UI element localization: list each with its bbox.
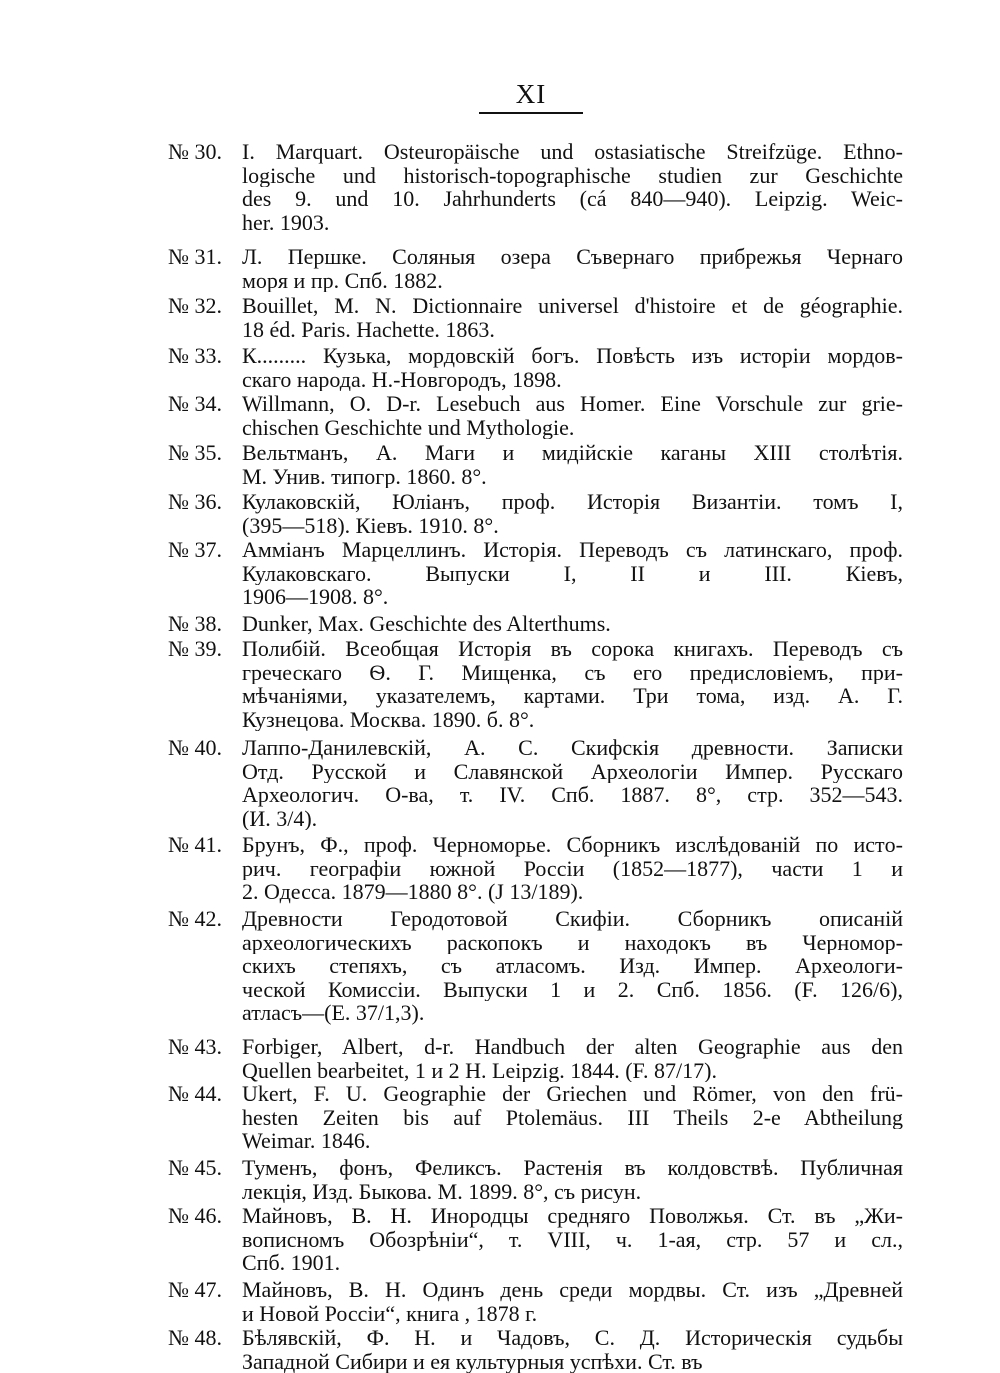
entry-number: № 40. xyxy=(168,735,222,760)
entry-line: 18 éd. Paris. Hachette. 1863. xyxy=(242,317,495,342)
entry-line: des 9. und 10. Jahrhunderts (cá 840—940). Leipzig. Weic- xyxy=(242,187,903,211)
entry-line: Отд. Русской и Славянской Археологіи Импер. Русскаго xyxy=(242,759,903,784)
entry-line: Weimar. 1846. xyxy=(242,1129,371,1153)
entry-number: № 37. xyxy=(168,537,222,562)
entry-text xyxy=(242,490,903,537)
entry-line: Willmann, O. D-r. Lesebuch aus Homer. Eine Vorschule zur grie- xyxy=(242,392,903,416)
entry-line: (И. 3/4). xyxy=(242,806,318,831)
entry-line: лекція, Изд. Быкова. М. 1899. 8°, съ рисун. xyxy=(242,1179,642,1204)
entry-line: Dunker, Max. Geschichte des Alterthums. xyxy=(242,612,611,636)
entry-line: ческой Комиссіи. Выпуски 1 и 2. Спб. 1856. (F. 126/6), xyxy=(242,977,903,1002)
entry-line: Спб. 1901. xyxy=(242,1251,341,1275)
entry-number: № 35. xyxy=(168,440,222,465)
entry-text xyxy=(242,1204,903,1275)
entry-line: Амміанъ Марцеллинъ. Исторія. Переводъ съ латинскаго, проф. xyxy=(242,538,903,562)
entry-line: I. Marquart. Osteuropäische und ostasiatische Streifzüge. Ethno- xyxy=(242,140,903,164)
entry-line: 1906—1908. 8°. xyxy=(242,585,389,609)
entry-line: археологическихъ раскопокъ и находокъ въ Черномор- xyxy=(242,930,903,955)
entry-line: М. Унив. типогр. 1860. 8°. xyxy=(242,464,487,489)
entry-text xyxy=(242,140,903,234)
entry-number: № 38. xyxy=(168,611,222,636)
entry-line: Майновъ, В. Н. Инородцы средняго Поволжья. Ст. въ „Жи- xyxy=(242,1204,903,1228)
entry-text xyxy=(242,637,903,731)
entry-text xyxy=(242,441,903,488)
entry-line: Вельтманъ, А. Маги и мидійскіе каганы XIII столѣтія. xyxy=(242,441,903,465)
entry-line: скаго народа. Н.-Новгородъ, 1898. xyxy=(242,367,562,392)
entry-number: № 43. xyxy=(168,1034,222,1059)
entry-line: Майновъ, В. Н. Одинъ день среди мордвы. Ст. изъ „Древней xyxy=(242,1278,903,1302)
page-number: XI xyxy=(515,79,547,109)
entry-line: Ukert, F. U. Geographie der Griechen und Römer, von den frü- xyxy=(242,1082,903,1106)
entry-number: № 44. xyxy=(168,1081,222,1106)
entry-line: Лаппо-Данилевскій, А. С. Скифскія древности. Записки xyxy=(242,736,903,760)
entry-line: Брунъ, Ф., проф. Черноморье. Сборникъ изслѣдованій по истo- xyxy=(242,833,903,857)
entry-text xyxy=(242,294,903,341)
entry-number: № 32. xyxy=(168,293,222,318)
entry-line: Западной Сибири и ея культурныя успѣхи. Ст. въ xyxy=(242,1349,703,1373)
entry-number: № 42. xyxy=(168,906,222,931)
entry-line: и Новой Россіи“, книга , 1878 г. xyxy=(242,1301,538,1326)
entry-text xyxy=(242,1035,903,1082)
entry-line: атласъ—(Е. 37/1,3). xyxy=(242,1001,425,1025)
entry-line: Бѣлявскій, Ф. Н. и Чадовъ, С. Д. Историческія судьбы xyxy=(242,1326,903,1350)
entry-line: Древности Геродотовой Скифіи. Сборникъ описаній xyxy=(242,907,903,931)
entry-text xyxy=(242,392,903,439)
entry-text xyxy=(242,344,903,391)
entry-number: № 31. xyxy=(168,244,222,269)
entry-line: chischen Geschichte und Mythologie. xyxy=(242,415,575,440)
entry-line: Кулаковскій, Юліанъ, проф. Исторія Византіи. томъ I, xyxy=(242,490,903,514)
entry-number: № 47. xyxy=(168,1277,222,1302)
entry-line: 2. Одесса. 1879—1880 8°. (J 13/189). xyxy=(242,880,584,904)
entry-text xyxy=(242,907,903,1025)
entry-line: Археологич. О-ва, т. IV. Спб. 1887. 8°, стр. 352—543. xyxy=(242,783,903,807)
entry-line: рич. географіи южной Россіи (1852—1877), части 1 и xyxy=(242,856,903,881)
entry-number: № 30. xyxy=(168,139,222,164)
entry-line: Туменъ, фонъ, Феликсъ. Растенія въ колдовствѣ. Публичная xyxy=(242,1156,903,1180)
entry-number: № 41. xyxy=(168,832,222,857)
entry-line: (395—518). Кіевъ. 1910. 8°. xyxy=(242,513,499,538)
entry-number: № 34. xyxy=(168,391,222,416)
entry-line: вописномъ Обозрѣніи“, т. VIII, ч. 1-ая, стр. 57 и сл., xyxy=(242,1227,903,1252)
entry-text xyxy=(242,736,903,830)
entry-text xyxy=(242,538,903,609)
entry-text xyxy=(242,1082,903,1153)
entry-line: Quellen bearbeitet, 1 и 2 H. Leipzig. 1844. (F. 87/17). xyxy=(242,1058,717,1083)
page-number-rule xyxy=(479,112,583,114)
entry-line: мѣчаніями, указателемъ, картами. Три тома, изд. А. Г. xyxy=(242,684,903,708)
entry-line: греческаго Ѳ. Г. Мищенка, съ его предисловіемъ, при- xyxy=(242,660,903,685)
entry-text xyxy=(242,1278,903,1325)
entry-line: Bouillet, M. N. Dictionnaire universel d'histoire et de géographie. xyxy=(242,294,903,318)
entry-line: К......... Кузька, мордовскій богъ. Повѣсть изъ исторіи мордов- xyxy=(242,344,903,368)
entry-number: № 39. xyxy=(168,636,222,661)
entry-text xyxy=(242,1156,903,1203)
entry-line: her. 1903. xyxy=(242,210,330,235)
entry-text xyxy=(242,612,903,636)
entry-line: Кузнецова. Москва. 1890. б. 8°. xyxy=(242,707,535,732)
entry-text xyxy=(242,245,903,292)
entry-line: Л. Першке. Соляныя озера Съвернаго прибрежья Чернаго xyxy=(242,245,903,269)
entry-number: № 48. xyxy=(168,1325,222,1350)
entry-line: скихъ степяхъ, съ атласомъ. Изд. Импер. Археологи- xyxy=(242,954,903,978)
entry-line: Кулаковскаго. Выпуски I, II и III. Кіевъ, xyxy=(242,561,903,586)
entry-text xyxy=(242,833,903,904)
entry-line: logische und historisch-topographische studien zur Geschichte xyxy=(242,163,903,188)
entry-number: № 36. xyxy=(168,489,222,514)
entry-line: моря и пр. Спб. 1882. xyxy=(242,268,443,293)
entry-line: Полибій. Всеобщая Исторія въ сорока книгахъ. Переводъ съ xyxy=(242,637,903,661)
entry-number: № 45. xyxy=(168,1155,222,1180)
entry-number: № 33. xyxy=(168,343,222,368)
entry-line: Forbiger, Albert, d-r. Handbuch der alten Geographie aus den xyxy=(242,1035,903,1059)
entry-line: hesten Zeiten bis auf Ptolemäus. III Theils 2-e Abtheilung xyxy=(242,1105,903,1130)
entry-number: № 46. xyxy=(168,1203,222,1228)
